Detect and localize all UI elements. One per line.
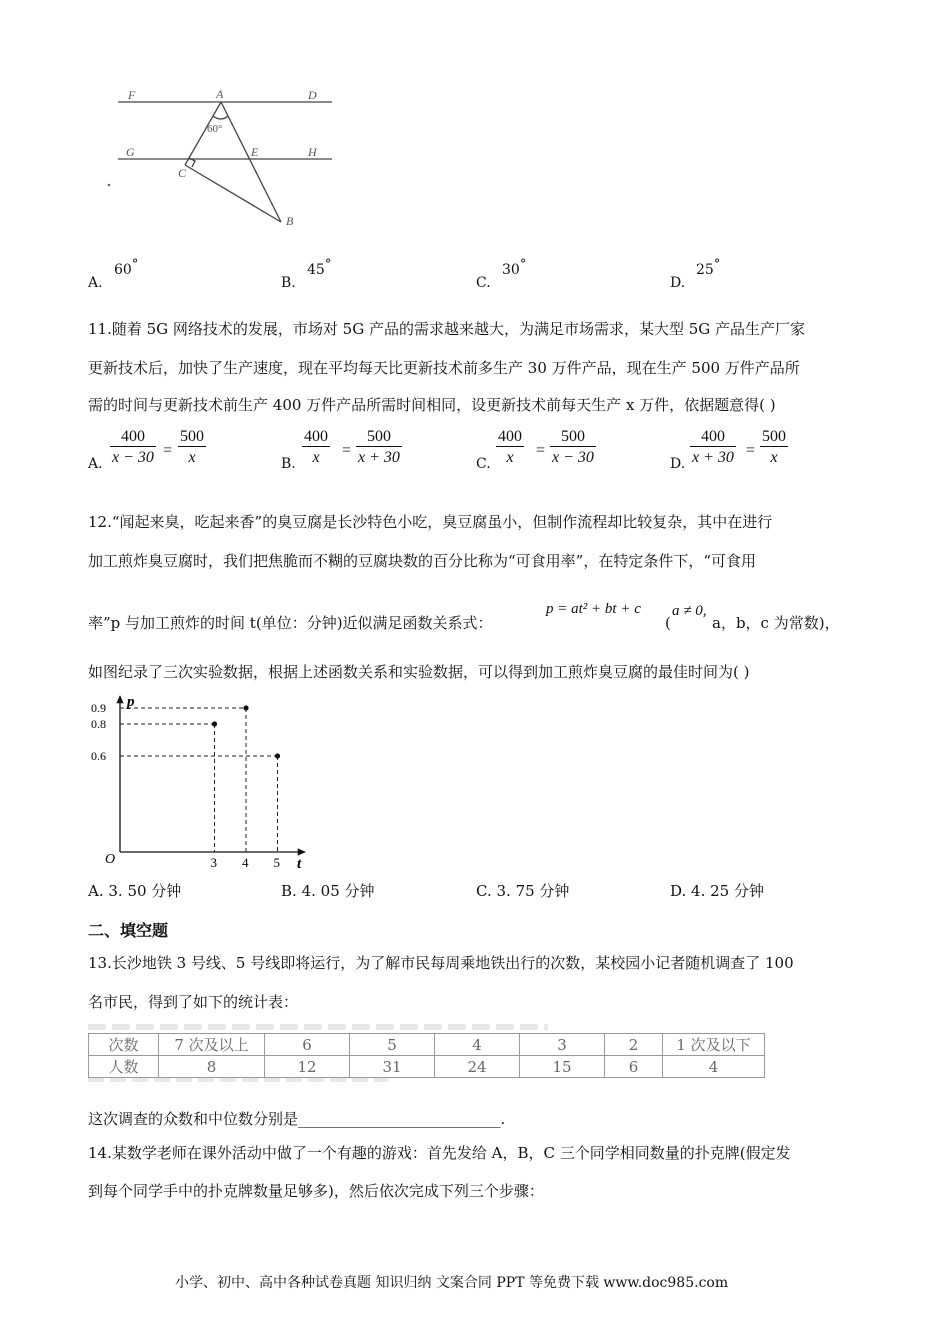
q11-c-equals: = [536,442,546,459]
table-cell: 人数 [89,1056,159,1078]
q11-line-3: 需的时间与更新技术前生产 400 万件产品所需时间相同，设更新技术前每天生产 x 万件，依据题意得( ) [88,396,776,414]
q10-option-a: A. [88,275,103,291]
q10-option-c: C. [476,275,491,291]
table-cell: 4 [435,1034,520,1056]
q12-line-3-end: a，b，c 为常数)， [712,614,840,632]
q12-line-2: 加工煎炸臭豆腐时，我们把焦脆而不糊的豆腐块数的百分比称为“可食用率”，在特定条件下，“可食用 [88,552,757,570]
q12-line-4: 如图纪录了三次实验数据，根据上述函数关系和实验数据，可以得到加工煎炸臭豆腐的最佳时间为( ) [88,663,750,681]
q14-line-2: 到每个同学手中的扑克牌数量足够多)，然后依次完成下列三个步骤： [88,1182,544,1200]
table-cell: 6 [605,1056,663,1078]
q11-option-d: D. [670,456,686,472]
page-footer: 小学、初中、高中各种试卷真题 知识归纳 文案合同 PPT 等免费下载 www.doc985.com [175,1275,729,1291]
label-b: B [286,214,294,228]
q11-d-left-fraction: $\frac{400}{x + 30}$ [692,428,734,466]
q12-y-tick-label: 0.8 [91,717,106,731]
q12-condition: a ≠ 0, [672,603,707,619]
q12-line-3-text: 率”p 与加工煎炸的时间 t(单位：分钟)近似满足函数关系式： [88,614,493,632]
q10-option-d-value: 25 ° [696,257,721,278]
table-cell: 6 [265,1034,350,1056]
q10-option-d: D. [670,275,686,291]
table-cell: 7 次及以上 [159,1034,265,1056]
label-c: C [178,166,187,180]
q11-b-right-fraction: $\frac{500}{x + 30}$ [358,428,400,466]
q12-option-d: D. 4. 25 分钟 [670,882,764,900]
label-g: G [126,145,135,159]
q11-a-equals: = [163,442,173,459]
q13-line-2: 名市民，得到了如下的统计表： [88,993,299,1011]
q12-x-label: t [297,856,302,872]
q10-option-a-value: 60 ° [114,257,139,278]
q12-option-a: A. 3. 50 分钟 [88,882,182,900]
label-d: D [308,88,317,102]
q11-b-equals: = [342,442,352,459]
q11-line-2: 更新技术后，加快了生产速度，现在平均每天比更新技术前多生产 30 万件产品，现在生产 500 万件产品所 [88,359,800,377]
table-cell: 5 [350,1034,435,1056]
q12-data-point [243,705,248,710]
cropped-text-top [88,1024,548,1030]
q12-origin-label: O [105,852,116,867]
q11-option-a: A. [88,456,103,472]
q13-table-image [88,1024,766,1082]
q12-option-c: C. 3. 75 分钟 [476,882,570,900]
q12-line-3 [88,616,493,631]
label-f: F [128,88,136,102]
q11-d-right-fraction: $\frac{500}{x}$ [762,428,786,466]
q10-option-c-value: 30 ° [502,257,527,278]
q11-option-c: C. [476,456,491,472]
q12-formula: p = at² + bt + c [546,601,641,617]
table-cell: 4 [663,1056,765,1078]
q11-c-left-fraction: $\frac{400}{x}$ [498,428,522,466]
q13-answer-line: 这次调查的众数和中位数分别是___________________________. [88,1110,506,1128]
q13-stat-table [88,1033,765,1078]
angle-arc [213,116,228,119]
q11-line-1: 11.随着 5G 网络技术的发展，市场对 5G 产品的需求越来越大，为满足市场需求，某大型 5G 产品生产厂家 [88,320,806,338]
stray-dot [108,184,111,187]
table-cell: 3 [520,1034,605,1056]
q12-x-tick-label: 3 [210,855,217,870]
q11-b-left-fraction: $\frac{400}{x}$ [304,428,328,466]
table-cell: 8 [159,1056,265,1078]
q12-line-1: 12.“闻起来臭，吃起来香”的臭豆腐是长沙特色小吃，臭豆腐虽小，但制作流程却比较复杂，其中在进行 [88,513,773,531]
table-cell: 15 [520,1056,605,1078]
q12-chart [85,690,320,875]
table-cell: 1 次及以下 [663,1034,765,1056]
q12-x-tick-label: 5 [273,855,280,870]
label-angle: 60° [207,123,223,135]
q11-option-b: B. [281,456,296,472]
table-cell: 31 [350,1056,435,1078]
q10-option-b-value: 45 ° [307,257,332,278]
q12-paren-open: ( [665,614,671,632]
q13-line-1: 13.长沙地铁 3 号线、5 号线即将运行，为了解市民每周乘地铁出行的次数，某校园小记者随机调查了 100 [88,954,794,972]
label-e: E [251,145,259,159]
table-cell: 2 [605,1034,663,1056]
table-row [89,1056,765,1078]
q11-d-equals: = [746,442,756,459]
label-a: A [216,87,224,101]
table-cell: 24 [435,1056,520,1078]
q12-y-label: p [127,694,135,710]
q11-a-right-fraction: $\frac{500}{x}$ [180,428,204,466]
q12-y-tick-label: 0.9 [91,701,106,715]
q11-c-right-fraction: $\frac{500}{x - 30}$ [552,428,594,466]
q11-a-left-fraction: $\frac{400}{x - 30}$ [112,428,154,466]
label-h: H [308,145,317,159]
q10-option-b: B. [281,275,296,291]
q10-geometry-figure [100,85,340,245]
q12-option-b: B. 4. 05 分钟 [281,882,375,900]
q14-line-1: 14.某数学老师在课外活动中做了一个有趣的游戏：首先发给 A，B，C 三个同学相同数量的扑克牌(假定发 [88,1144,791,1162]
q12-data-point [212,721,217,726]
q12-data-point [275,753,280,758]
section-heading: 二、填空题 [88,921,169,940]
table-cell: 12 [265,1056,350,1078]
cropped-text-bottom [88,1078,388,1082]
table-row [89,1034,765,1056]
q12-y-tick-label: 0.6 [91,749,106,763]
q12-x-tick-label: 4 [242,855,249,870]
table-cell: 次数 [89,1034,159,1056]
